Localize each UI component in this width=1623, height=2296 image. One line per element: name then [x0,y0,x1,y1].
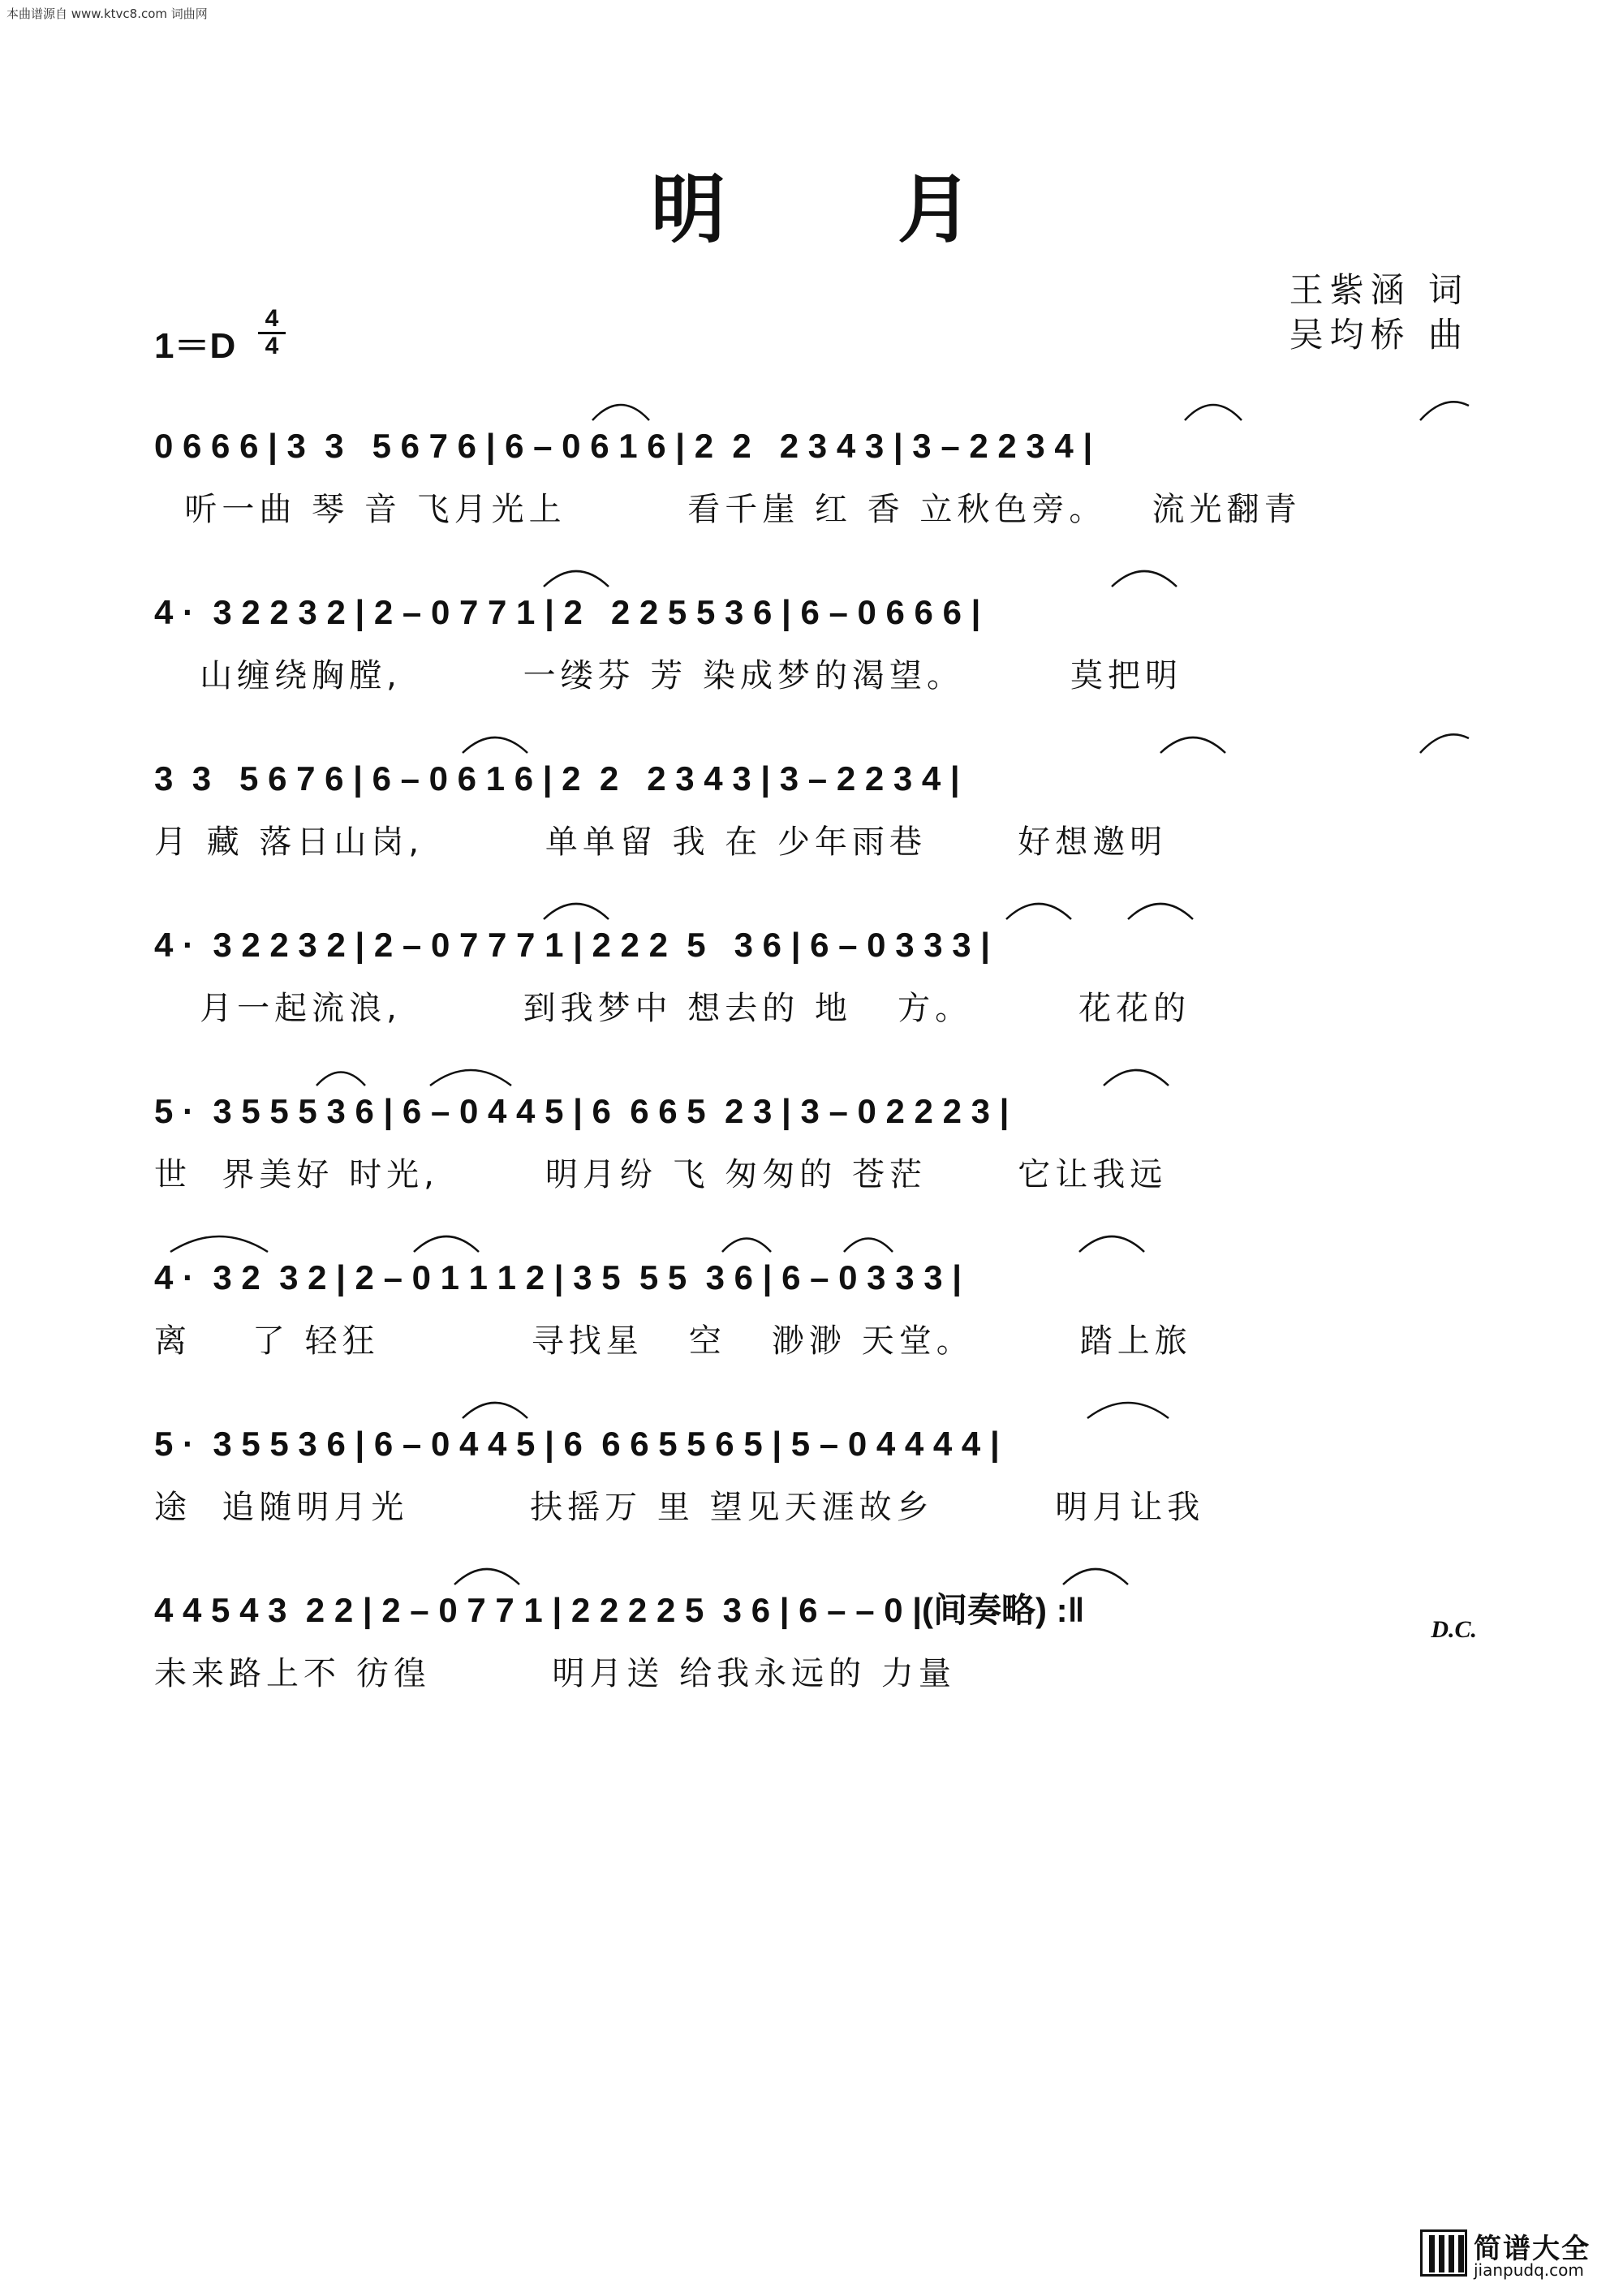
piano-keys-icon [1420,2229,1467,2277]
lyrics-line: 途 追随明月光 扶摇万 里 望见天涯故乡 明月让我 [154,1489,1205,1526]
meter-bottom: 4 [265,333,279,359]
lyrics-line: 世 界美好 时光, 明月纷 飞 匆匆的 苍茫 它让我远 [154,1156,1168,1193]
notation-line: 0 6 6 6 | 3 3 5 6 7 6 | 6 – 0 6 1 6 | 2 2 2 3 4 3 | 3 – 2 2 3 4 | [154,427,1093,465]
notation-line: 4 · 3 2 2 3 2 | 2 – 0 7 7 1 | 2 2 2 5 5 3 6 | 6 – 0 6 6 6 | [154,593,981,631]
dc-mark: D.C. [1431,1616,1477,1643]
lyrics-line: 未来路上不 彷徨 明月送 给我永远的 力量 [154,1655,956,1692]
logo-url: jianpudq.com [1474,2260,1584,2280]
logo-name: 简谱大全 [1474,2233,1591,2265]
music-system-7 [154,1412,1469,1574]
notation-line: 4 4 5 4 3 2 2 | 2 – 0 7 7 1 | 2 2 2 2 5 3 6 | 6 – – 0 |(间奏略) :‖ [154,1591,1085,1629]
music-system-5 [154,1079,1469,1241]
music-system-2 [154,580,1469,742]
lyrics-line: 离 了 轻狂 寻找星 空 渺渺 天堂。 踏上旅 [154,1322,1192,1360]
lyrics-line: 月 藏 落日山岗, 单单留 我 在 少年雨巷 好想邀明 [154,823,1168,861]
notation-line: 5 · 3 5 5 3 6 | 6 – 0 4 4 5 | 6 6 6 5 5 6 5 | 5 – 0 4 4 4 4 | [154,1425,1000,1463]
site-logo [1420,2225,1607,2281]
notation-line: 5 · 3 5 5 5 3 6 | 6 – 0 4 4 5 | 6 6 6 5 2 3 | 3 – 0 2 2 2 3 | [154,1092,1010,1130]
notation-line: 4 · 3 2 2 3 2 | 2 – 0 7 7 7 1 | 2 2 2 5 3 6 | 6 – 0 3 3 3 | [154,926,991,964]
music-system-8 [154,1578,1469,1740]
music-system-1 [154,414,1469,576]
lyricist-credit: 王紫涵 词 [1289,270,1469,310]
meter-top: 4 [258,307,286,334]
source-note: 本曲谱源自 www.ktvc8.com 词曲网 [6,6,208,21]
lyrics-line: 月一起流浪, 到我梦中 想去的 地 方。 花花的 [154,990,1191,1027]
music-system-3 [154,746,1469,909]
time-signature [258,307,286,359]
music-system-6 [154,1245,1469,1408]
notation-line: 4 · 3 2 3 2 | 2 – 0 1 1 1 2 | 3 5 5 5 3 6 | 6 – 0 3 3 3 | [154,1258,962,1296]
lyrics-line: 听一曲 琴 音 飞月光上 看千崖 红 香 立秋色旁。 流光翻青 [154,491,1302,528]
music-system-4 [154,913,1469,1075]
notation-line: 3 3 5 6 7 6 | 6 – 0 6 1 6 | 2 2 2 3 4 3 | 3 – 2 2 3 4 | [154,759,960,798]
page-title: 明 月 [650,166,1046,253]
key-signature: 1＝D [154,326,236,366]
composer-credit: 吴均桥 曲 [1289,315,1469,355]
lyrics-line: 山缠绕胸膛, 一缕芬 芳 染成梦的渴望。 莫把明 [154,657,1183,694]
